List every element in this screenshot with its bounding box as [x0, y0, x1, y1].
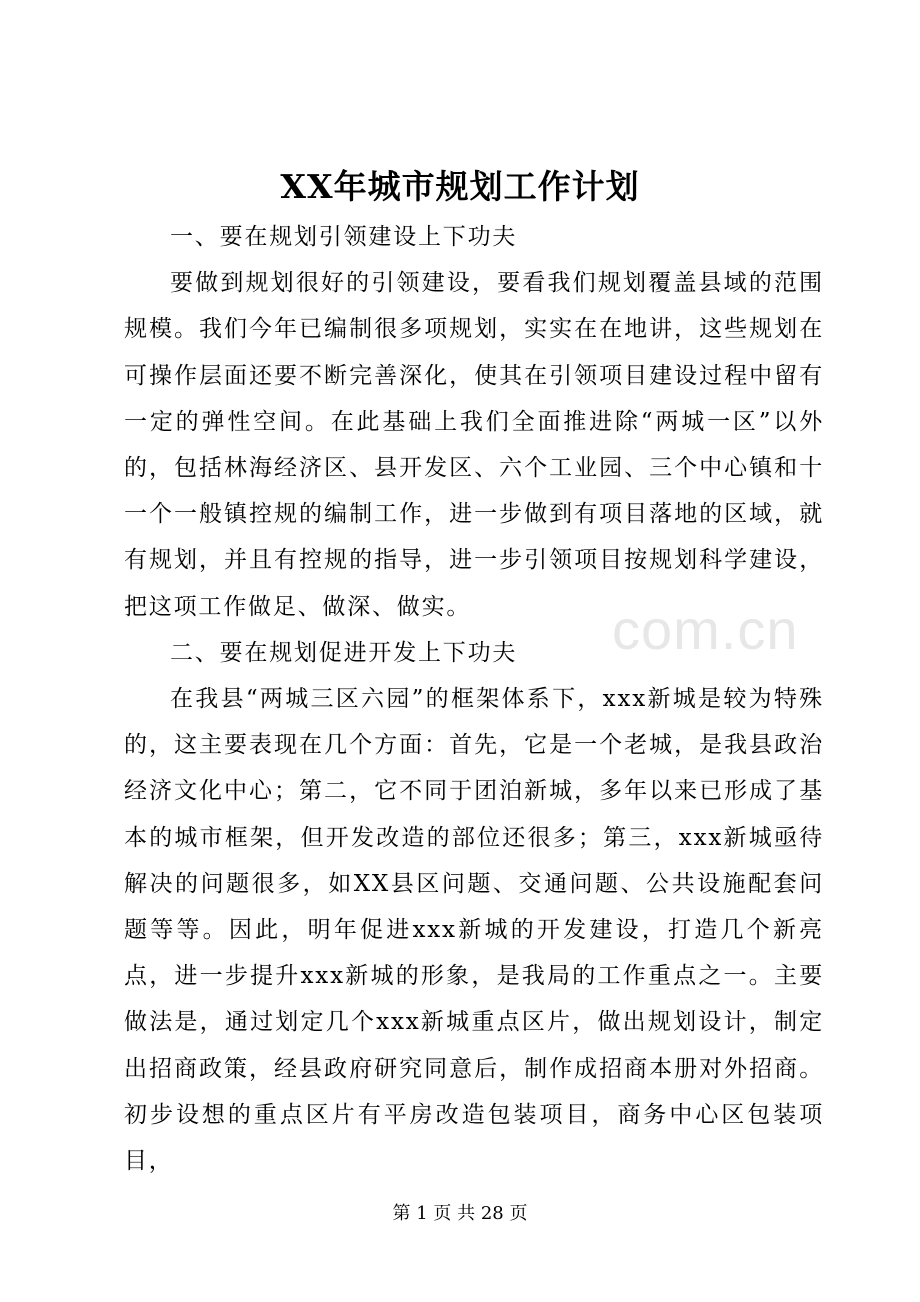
watermark: com.cn: [612, 598, 799, 661]
section-heading-2: 二、要在规划促进开发上下功夫: [170, 639, 518, 666]
paragraph-1: 要做到规划很好的引领建设，要看我们规划覆盖县域的范围规模。我们今年已编制很多项规划，实实在在地讲，这些规划在可操作层面还要不断完善深化，使其在引领项目建设过程中留有一定的弹性空间。在此基础上我们全面推进除“两城一区”以外的，包括林海经济区、县开发区、六个工业园、三个中心镇和十一个一般镇控规的编制工作，进一步做到有项目落地的区域，就有规划，并且有控规的指导，进一步引领项目按规划科学建设，把这项工作做足、做深、做实。: [124, 270, 824, 620]
section-heading-1: 一、要在规划引领建设上下功夫: [170, 224, 518, 250]
document-title: XX年城市规划工作计划: [280, 167, 640, 206]
page-footer: 第 1 页 共 28 页: [392, 1203, 528, 1224]
paragraph-2: 在我县“两城三区六园”的框架体系下，xxx新城是较为特殊的，这主要表现在几个方面：首先，它是一个老城，是我县政治经济文化中心；第二，它不同于团泊新城，多年以来已形成了基本的城市框架，但开发改造的部位还很多；第三，xxx新城亟待解决的问题很多，如XX县区问题、交通问题、公共设施配套问题等等。因此，明年促进xxx新城的开发建设，打造几个新亮点，进一步提升xxx新城的形象，是我局的工作重点之一。主要做法是，通过划定几个xxx新城重点区片，做出规划设计，制定出招商政策，经县政府研究同意后，制作成招商本册对外招商。初步设想的重点区片有平房改造包装项目，商务中心区包装项目，: [124, 686, 824, 1175]
document-body: [124, 214, 824, 1184]
